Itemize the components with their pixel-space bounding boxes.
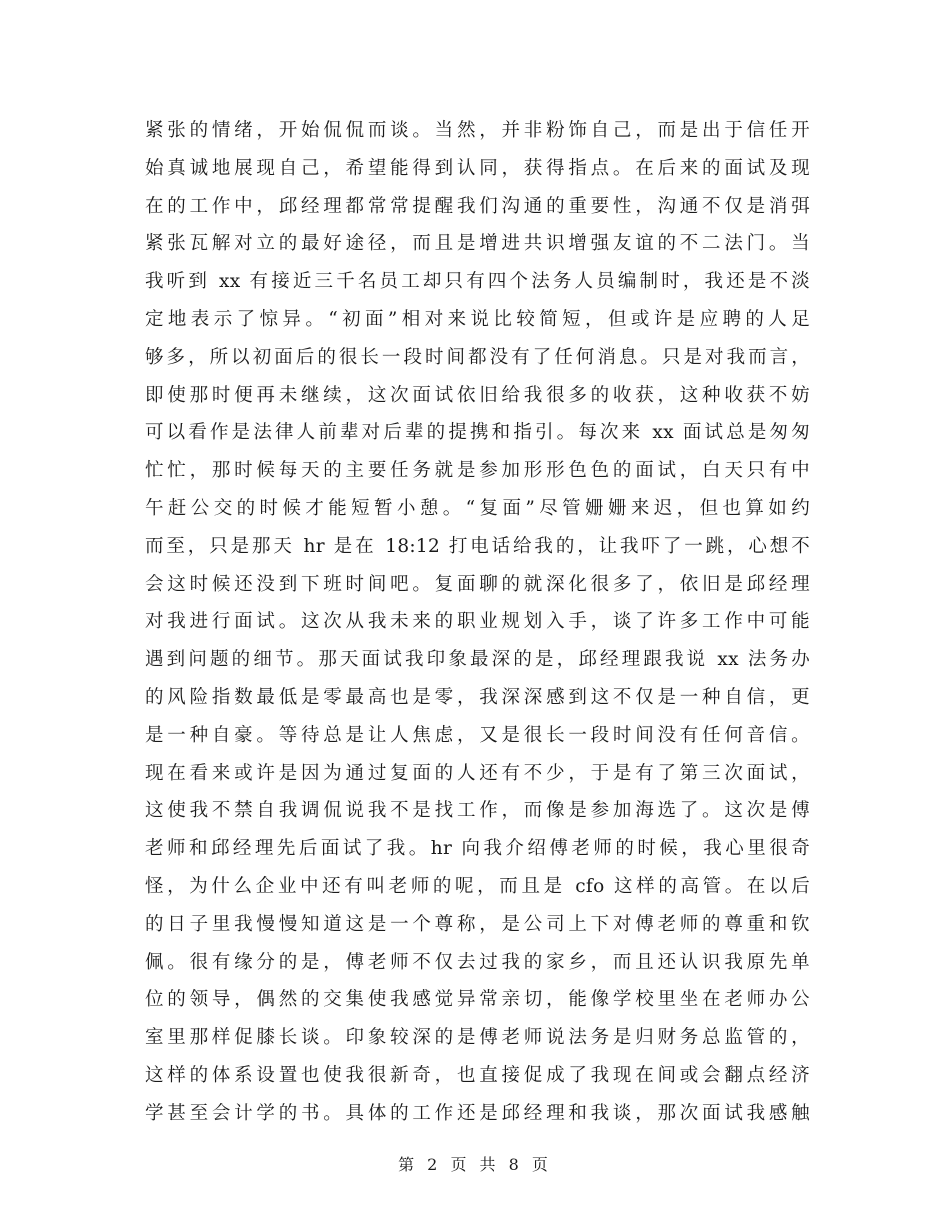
body-text bbox=[145, 112, 810, 1133]
text-line: 会这时候还没到下班时间吧。复面聊的就深化很多了，依旧是邱经理 bbox=[145, 573, 810, 595]
text-line: 的风险指数最低是零最高也是零，我深深感到这不仅是一种自信，更 bbox=[145, 686, 810, 708]
text-line: 始真诚地展现自己，希望能得到认同，获得指点。在后来的面试及现 bbox=[145, 157, 810, 179]
text-line: 怪，为什么企业中还有叫老师的呢，而且是 cfo 这样的高管。在以后 bbox=[145, 875, 810, 897]
text-line: 佩。很有缘分的是，傅老师不仅去过我的家乡，而且还认识我原先单 bbox=[145, 951, 810, 973]
text-line: 现在看来或许是因为通过复面的人还有不少，于是有了第三次面试， bbox=[145, 762, 810, 784]
text-line: 室里那样促膝长谈。印象较深的是傅老师说法务是归财务总监管的， bbox=[145, 1027, 810, 1049]
text-line: 的日子里我慢慢知道这是一个尊称，是公司上下对傅老师的尊重和钦 bbox=[145, 913, 810, 935]
text-line: 这样的体系设置也使我很新奇，也直接促成了我现在间或会翻点经济 bbox=[145, 1064, 810, 1086]
text-line: 紧张的情绪，开始侃侃而谈。当然，并非粉饰自己，而是出于信任开 bbox=[145, 120, 810, 141]
text-line: 位的领导，偶然的交集使我感觉异常亲切，能像学校里坐在老师办公 bbox=[145, 989, 810, 1011]
text-line: 这使我不禁自我调侃说我不是找工作，而像是参加海选了。这次是傅 bbox=[145, 800, 810, 822]
text-line: 是一种自豪。等待总是让人焦虑，又是很长一段时间没有任何音信。 bbox=[145, 724, 810, 746]
text-line: 定地表示了惊异。“初面”相对来说比较简短，但或许是应聘的人足 bbox=[145, 308, 810, 330]
text-line: 遇到问题的细节。那天面试我印象最深的是，邱经理跟我说 xx 法务办 bbox=[145, 649, 810, 671]
text-line: 学甚至会计学的书。具体的工作还是邱经理和我谈，那次面试我感触 bbox=[145, 1102, 810, 1124]
text-line: 够多，所以初面后的很长一段时间都没有了任何消息。只是对我而言， bbox=[145, 346, 810, 368]
text-line: 在的工作中，邱经理都常常提醒我们沟通的重要性，沟通不仅是消弭 bbox=[145, 195, 810, 217]
text-line: 我听到 xx 有接近三千名员工却只有四个法务人员编制时，我还是不淡 bbox=[145, 271, 810, 293]
text-line: 即使那时便再未继续，这次面试依旧给我很多的收获，这种收获不妨 bbox=[145, 384, 810, 406]
text-line: 对我进行面试。这次从我未来的职业规划入手，谈了许多工作中可能 bbox=[145, 611, 810, 633]
text-line: 午赶公交的时候才能短暂小憩。“复面”尽管姗姗来迟，但也算如约 bbox=[145, 497, 810, 519]
page-number-footer: 第 2 页 共 8 页 bbox=[398, 1155, 552, 1174]
text-line: 可以看作是法律人前辈对后辈的提携和指引。每次来 xx 面试总是匆匆 bbox=[145, 422, 810, 444]
text-line: 紧张瓦解对立的最好途径，而且是增进共识增强友谊的不二法门。当 bbox=[145, 233, 810, 255]
text-line: 忙忙，那时候每天的主要任务就是参加形形色色的面试，白天只有中 bbox=[145, 460, 810, 482]
text-line: 而至，只是那天 hr 是在 18:12 打电话给我的，让我吓了一跳，心想不 bbox=[145, 535, 810, 557]
text-line: 老师和邱经理先后面试了我。hr 向我介绍傅老师的时候，我心里很奇 bbox=[145, 838, 810, 860]
